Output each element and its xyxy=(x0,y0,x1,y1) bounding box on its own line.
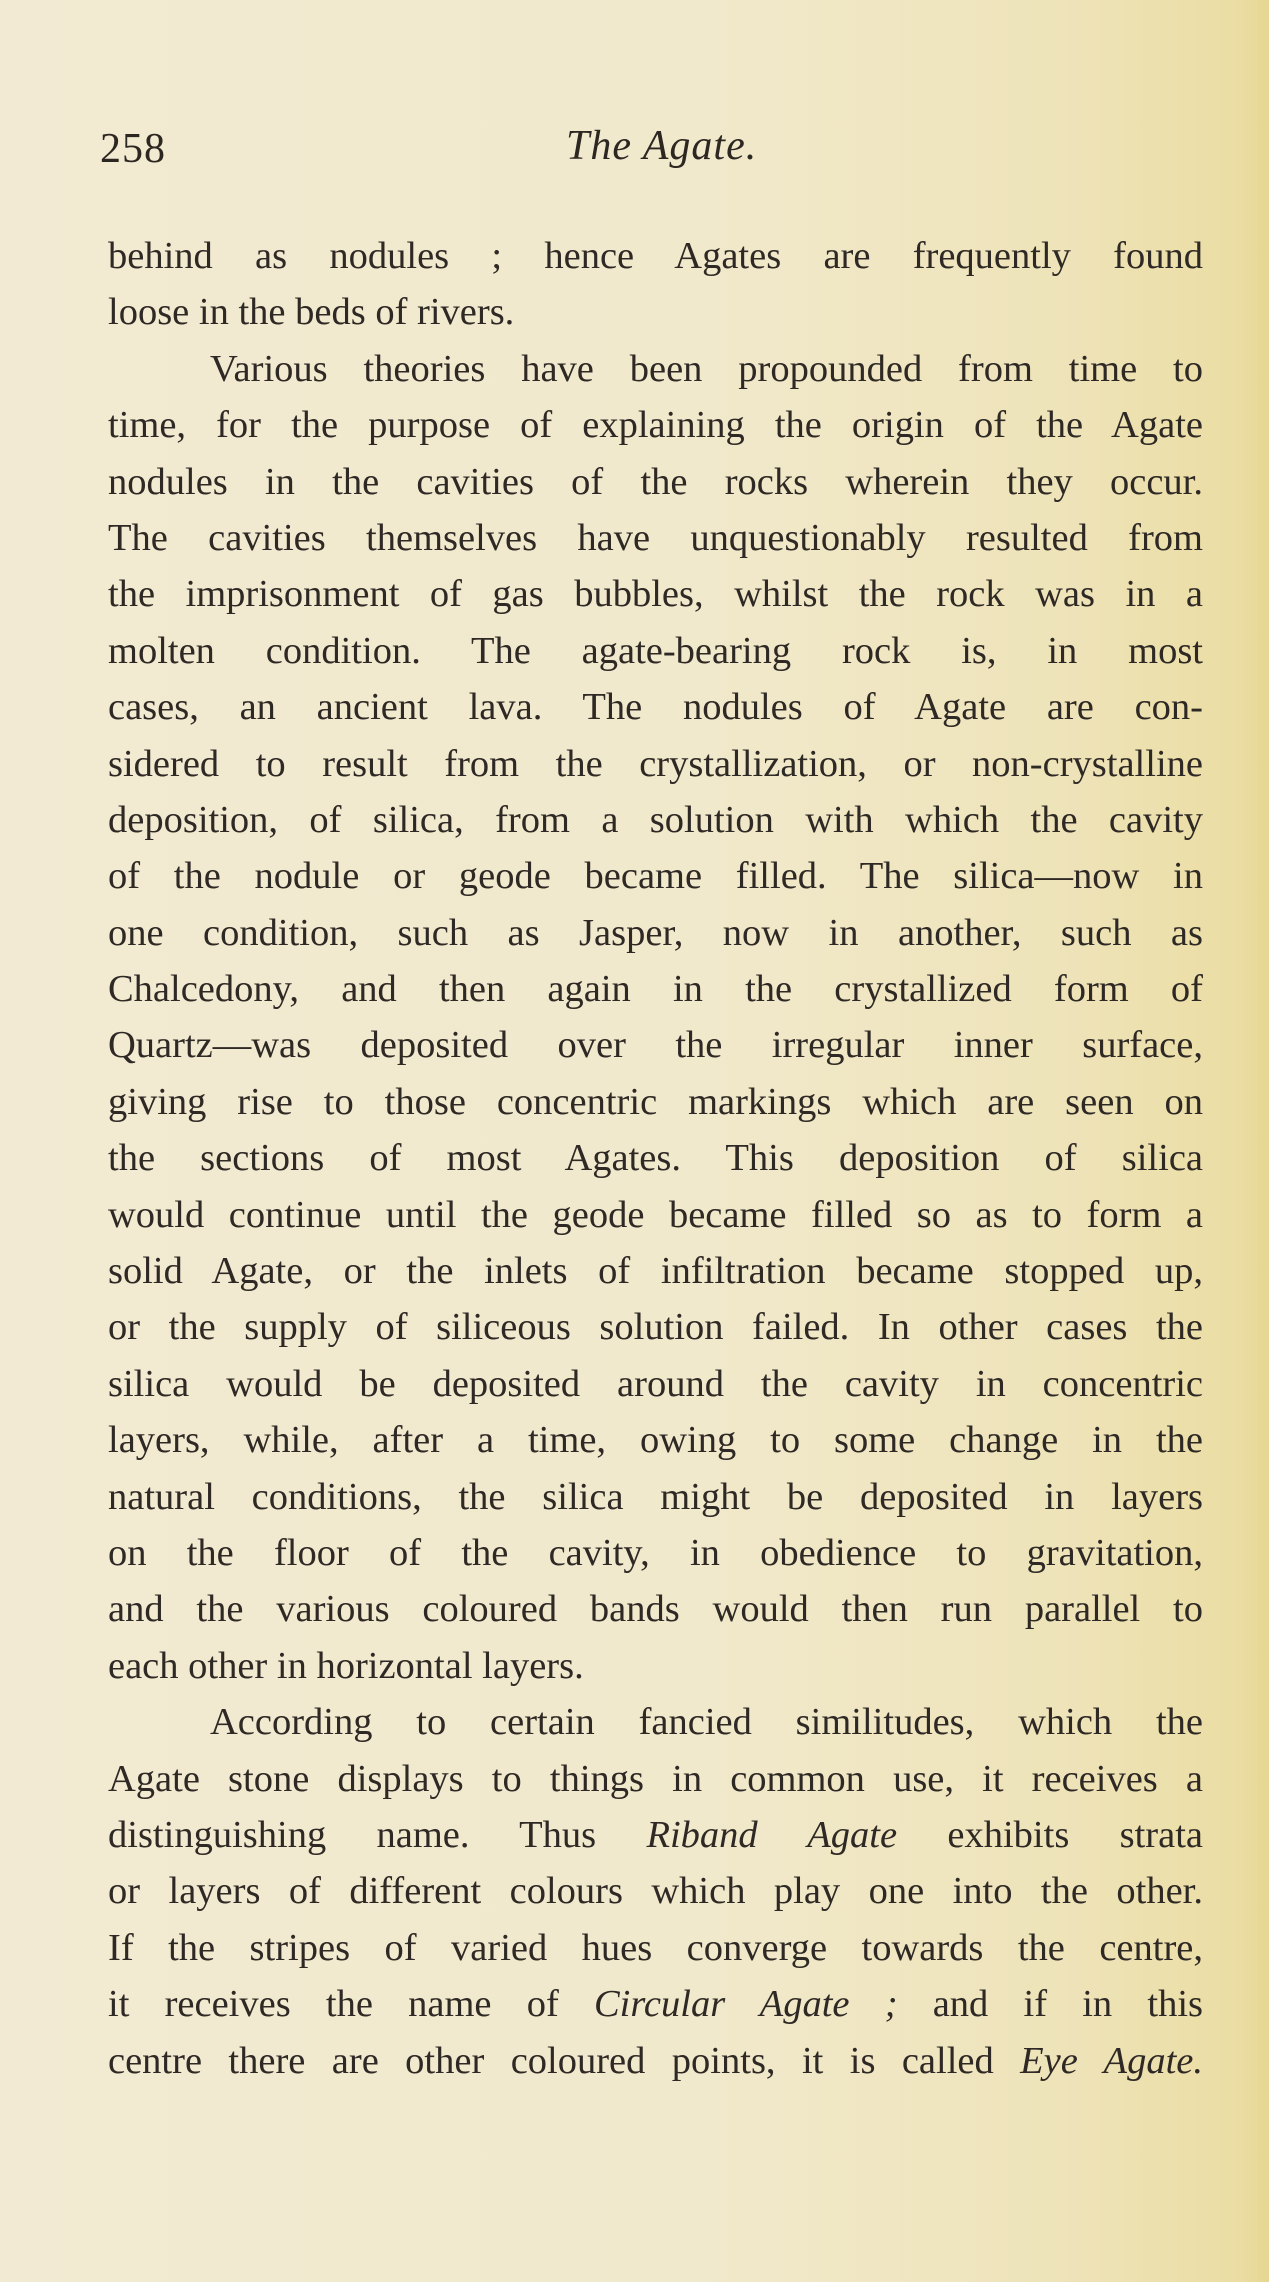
page-edge-shading xyxy=(1241,0,1269,2282)
text-line: If the stripes of varied hues converge towards the centre, xyxy=(108,1926,1203,1969)
text-line: of the nodule or geode became filled. The silica—now in xyxy=(108,855,1203,898)
page-number: 258 xyxy=(100,126,166,172)
text-line: deposition, of silica, from a solution with which the cavity xyxy=(108,798,1203,841)
text-line: The cavities themselves have unquestionably resulted from xyxy=(108,516,1203,559)
text-line: time, for the purpose of explaining the origin of the Agate xyxy=(108,404,1203,447)
italic-term-eye-agate: Eye Agate. xyxy=(1020,2039,1203,2082)
text-line: loose in the beds of rivers. xyxy=(108,291,515,334)
text-line: Chalcedony, and then again in the crystallized form of xyxy=(108,968,1203,1011)
text-line-with-italic xyxy=(108,1807,1203,1863)
text-fragment: and if in this xyxy=(897,1983,1203,2026)
text-line: the imprisonment of gas bubbles, whilst the rock was in a xyxy=(108,573,1203,616)
text-line: sidered to result from the crystallization, or non-crystalline xyxy=(108,742,1203,785)
text-line: molten condition. The agate-bearing rock is, in most xyxy=(108,629,1203,672)
text-fragment: exhibits strata xyxy=(897,1813,1203,1856)
italic-term-circular-agate: Circular Agate ; xyxy=(593,1983,898,2026)
text-line-with-italic xyxy=(108,2033,1203,2089)
italic-term-riband-agate: Riband Agate xyxy=(646,1813,898,1856)
text-line-with-italic xyxy=(108,1976,1203,2032)
text-line: the sections of most Agates. This deposition of silica xyxy=(108,1137,1203,1180)
text-line: on the floor of the cavity, in obedience to gravitation, xyxy=(108,1531,1203,1574)
text-line: giving rise to those concentric markings which are seen on xyxy=(108,1080,1203,1123)
text-line: Quartz—was deposited over the irregular inner surface, xyxy=(108,1024,1203,1067)
text-line: nodules in the cavities of the rocks wherein they occur. xyxy=(108,460,1203,503)
body-text xyxy=(108,228,1203,2089)
text-line: silica would be deposited around the cavity in concentric xyxy=(108,1362,1203,1405)
text-line: solid Agate, or the inlets of infiltration became stopped up, xyxy=(108,1250,1203,1293)
text-line: natural conditions, the silica might be deposited in layers xyxy=(108,1475,1203,1518)
text-fragment: centre there are other coloured points, it is called xyxy=(108,2039,1021,2082)
text-line: one condition, such as Jasper, now in another, such as xyxy=(108,911,1203,954)
text-line: or the supply of siliceous solution failed. In other cases the xyxy=(108,1306,1203,1349)
text-line: and the various coloured bands would then run parallel to xyxy=(108,1588,1203,1631)
text-line: would continue until the geode became filled so as to form a xyxy=(108,1193,1203,1236)
text-line: According to certain fancied similitudes, which the xyxy=(210,1701,1203,1744)
text-line: cases, an ancient lava. The nodules of Agate are con- xyxy=(108,686,1203,729)
text-fragment: it receives the name of xyxy=(108,1983,594,2026)
text-line: each other in horizontal layers. xyxy=(108,1644,584,1687)
text-line: Agate stone displays to things in common use, it receives a xyxy=(108,1757,1203,1800)
text-line: or layers of different colours which play one into the other. xyxy=(108,1870,1203,1913)
text-line: behind as nodules ; hence Agates are frequently found xyxy=(108,235,1203,277)
text-line: Various theories have been propounded from time to xyxy=(210,347,1203,390)
running-title: The Agate. xyxy=(566,123,758,169)
text-line: layers, while, after a time, owing to some change in the xyxy=(108,1419,1203,1462)
text-fragment: distinguishing name. Thus xyxy=(108,1813,647,1856)
